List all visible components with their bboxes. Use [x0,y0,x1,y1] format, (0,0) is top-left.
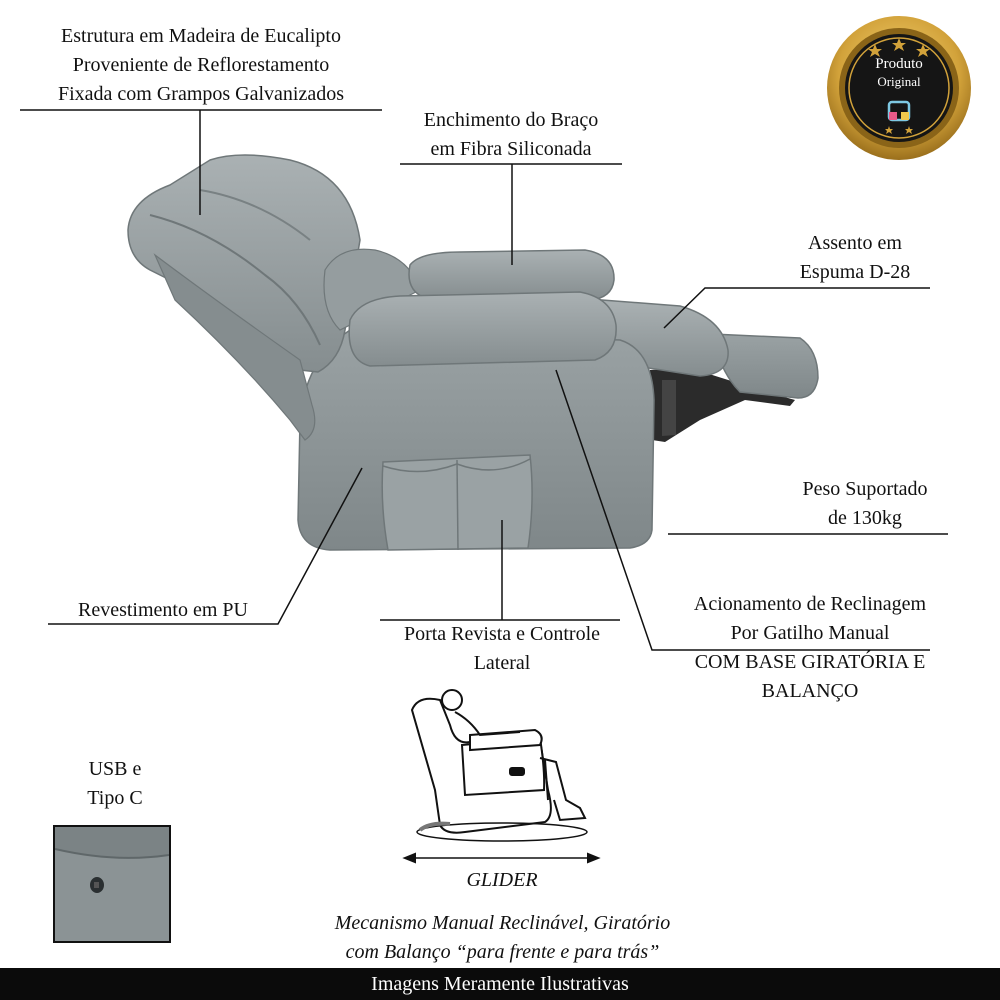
glider-sketch [405,690,598,862]
label-enchimento: Enchimento do Braço em Fibra Siliconada [423,109,599,160]
label-assento: Assento em Espuma D-28 [799,232,911,283]
badge-line-1: Produto [875,56,923,72]
badge-line-2: Original [877,74,921,89]
front-armrest [349,292,616,366]
label-estrutura: Estrutura em Madeira de Eucalipto Proveniente de Reflorestamento Fixada com Grampos Galvanizados [57,25,345,105]
usb-port-icon [55,827,169,941]
label-peso: Peso Suportado de 130kg [802,478,928,529]
label-usb: USB e Tipo C [87,758,143,809]
magazine-pocket [382,455,532,550]
label-porta-revista: Porta Revista e Controle Lateral [403,623,601,674]
usb-port-closeup [53,825,171,943]
label-mecanismo: Mecanismo Manual Reclinável, Giratório com Balanço “para frente e para trás” [334,912,671,963]
label-glider: GLIDER [466,869,538,891]
label-acionamento: Acionamento de Reclinagem Por Gatilho Manual COM BASE GIRATÓRIA E BALANÇO [693,593,927,702]
original-product-badge [825,14,973,162]
label-revestimento: Revestimento em PU [78,599,248,621]
footer-disclaimer: Imagens Meramente Ilustrativas [0,968,1000,1000]
